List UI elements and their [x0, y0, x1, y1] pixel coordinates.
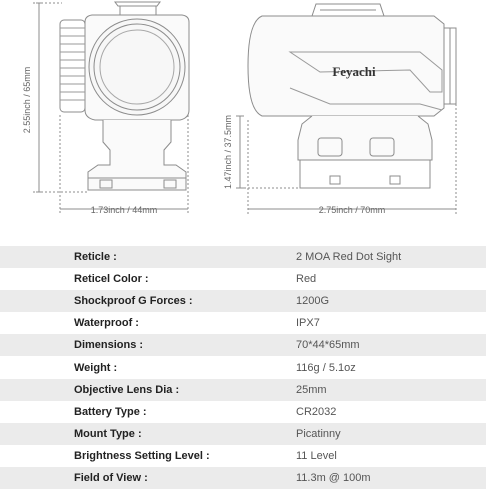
- spec-value: 11.3m @ 100m: [296, 471, 371, 484]
- spec-row-mount-type: [0, 423, 486, 445]
- spec-table: [0, 246, 486, 489]
- spec-value: IPX7: [296, 317, 320, 330]
- spec-value: 2 MOA Red Dot Sight: [296, 251, 402, 264]
- length-dimension-label: 2.75inch / 70mm: [318, 205, 386, 215]
- spec-label: Weight :: [74, 361, 118, 374]
- width-dimension-label: 1.73inch / 44mm: [90, 205, 158, 215]
- spec-value: CR2032: [296, 405, 337, 418]
- front-view: [33, 2, 189, 215]
- brand-logo: Feyachi: [332, 64, 376, 79]
- spec-label: Field of View :: [74, 471, 148, 484]
- spec-value: 1200G: [296, 295, 330, 308]
- spec-row-reticle: [0, 246, 486, 268]
- height-dimension-label: 2.55inch / 65mm: [22, 66, 32, 134]
- spec-value: 11 Level: [296, 449, 337, 462]
- spec-row-brightness: [0, 445, 486, 467]
- spec-label: Shockproof G Forces :: [74, 295, 193, 308]
- technical-drawing: [0, 0, 486, 235]
- spec-row-shockproof: [0, 290, 486, 312]
- spec-row-dimensions: [0, 334, 486, 356]
- spec-label: Battery Type :: [74, 405, 147, 418]
- spec-value: 25mm: [296, 383, 327, 396]
- spec-value: Red: [296, 273, 317, 286]
- spec-row-field-of-view: [0, 467, 486, 489]
- spec-row-reticle-color: [0, 268, 486, 290]
- spec-value: 70*44*65mm: [296, 339, 360, 352]
- spec-label: Reticle :: [74, 251, 117, 264]
- spec-row-waterproof: [0, 312, 486, 334]
- spec-label: Waterproof :: [74, 317, 139, 330]
- spec-value: 116g / 5.1oz: [296, 361, 356, 374]
- spec-label: Objective Lens Dia :: [74, 383, 180, 396]
- spec-label: Brightness Setting Level :: [74, 449, 210, 462]
- spec-value: Picatinny: [296, 427, 341, 440]
- spec-row-battery: [0, 401, 486, 423]
- spec-row-objective-lens: [0, 379, 486, 401]
- mount-height-dimension-label: 1.47inch / 37.5mm: [223, 114, 233, 190]
- spec-label: Dimensions :: [74, 339, 144, 352]
- spec-label: Mount Type :: [74, 427, 142, 440]
- side-view: [236, 4, 456, 215]
- spec-row-weight: [0, 356, 486, 378]
- spec-label: Reticel Color :: [74, 273, 149, 286]
